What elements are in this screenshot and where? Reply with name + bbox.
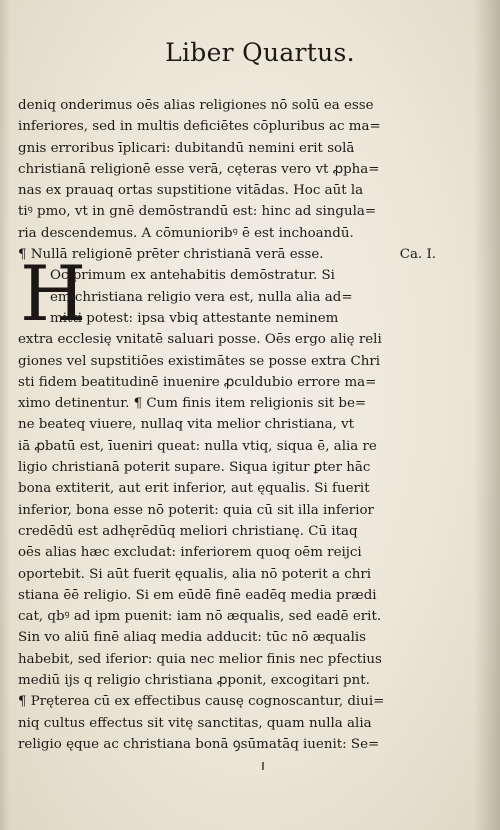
text-line: cat, qbꝰ ad ipm puenit: iam nō æqualis, sed eadē erit. [18,609,382,625]
text-line: religio ęque ac christiana bonā ꝯsūmatāq iuenit: Se= [18,736,380,752]
text-line: bona extiterit, aut erit inferior, aut ęqualis. Si fuerit [18,481,370,497]
page-edge-shadow-left [0,0,10,830]
text-line: oēs alias hæc excludat: inferiorem quoq oēm reijci [18,545,362,561]
text-line: inferiores, sed in multis deficiētes cōpluribus ac ma= [18,119,381,135]
text-line: mediū ijs q religio christiana ꝓponit, excogitari pnt. [18,673,370,689]
text-line: ligio christianā poterit supare. Siqua igitur ꝑter hāc [18,460,371,476]
chapter-heading-line [18,244,444,265]
text-line: inferior, bona esse nō poterit: quia cū sit illa inferior [18,502,374,518]
text-line: ēm christiana religio vera est, nulla alia ad= [50,289,353,305]
text-line: Oc primum ex antehabitis demōstratur. Si [50,268,335,284]
text-line: habebit, sed iferior: quia nec melior finis nec pfectius [18,651,382,667]
text-line: christianā religionē esse verā, cęteras vero vt ꝓpha= [18,161,380,177]
text-line: ¶ Pręterea cū ex effectibus causę cognoscantur, diui= [18,694,385,710]
drop-cap: H [20,249,87,338]
text-line: niq cultus effectus sit vitę sanctitas, quam nulla alia [18,715,372,731]
text-line: iā ꝓbatū est, īueniri queat: nulla vtiq, siqua ē, alia re [18,438,377,454]
running-head: Liber Quartus. [165,38,355,67]
text-line: oportebit. Si aūt fuerit ęqualis, alia nō poterit a chri [18,566,372,582]
text-line: credēdū est adhęrēdūq meliori christianę. Cū itaq [18,523,358,539]
text-line: giones vel supstitiōes existimātes se posse extra Chri [18,353,381,369]
text-line: stiana ēē religio. Si em eūdē finē eadēq media prædi [18,587,377,603]
text-line: extra ecclesię vnitatē saluari posse. Oēs ergo alię reli [18,332,382,348]
text-line: mitti potest: ipsa vbiq attestante neminem [50,310,339,326]
chapter-number: Ca. I. [399,247,436,263]
text-line: sti fidem beatitudinē inuenire ꝓculdubio errore ma= [18,374,377,390]
text-line: deniq onderimus oēs alias religiones nō solū ea esse [18,98,374,113]
page-gutter-shadow [474,0,500,830]
text-line: tiꝰ pmo, vt in gnē demōstrandū est: hinc ad singula= [18,204,377,220]
text-line: gnis erroribus īplicari: dubitandū nemini erit solā [18,140,355,156]
text-line: nas ex prauaq ortas supstitione vitādas. Hoc aūt la [18,183,364,199]
text-line: Sin vo aliū finē aliaq media adducit: tūc nō æqualis [18,630,367,646]
ink-mark [262,762,264,770]
chapter-heading: ¶ Nullā religionē prēter christianā verā esse. [18,247,324,263]
text-line: ria descendemus. A cōmunioribꝰ ē est inchoandū. [18,225,354,241]
text-line: ximo detinentur. ¶ Cum finis item religionis sit be= [18,396,367,412]
text-line: ne beateq viuere, nullaq vita melior christiana, vt [18,417,355,433]
body-text [18,95,444,755]
